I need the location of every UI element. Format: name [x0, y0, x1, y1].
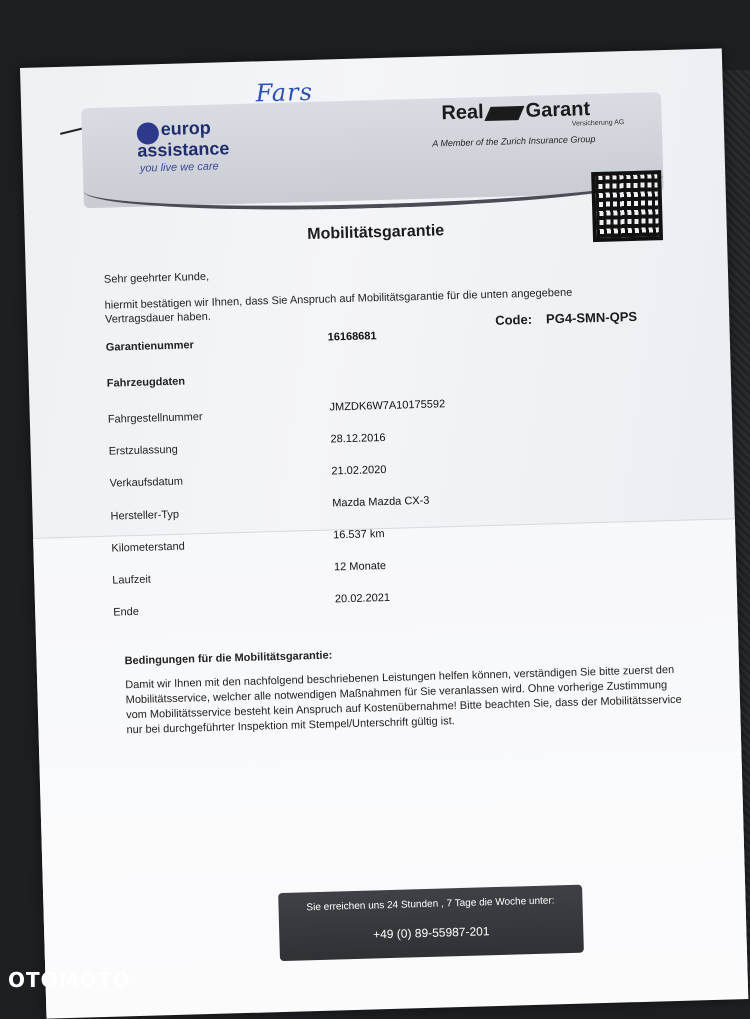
logo-member-line: A Member of the Zurich Insurance Group — [432, 133, 596, 149]
intro-line-1: hiermit bestätigen wir Ihnen, dass Sie Anspruch auf Mobilitätsgarantie für die unten angegebene — [104, 286, 573, 312]
vehicle-heading: Fahrzeugdaten — [106, 375, 186, 390]
contact-line: Sie erreichen uns 24 Stunden , 7 Tage die Woche unter: — [306, 895, 555, 914]
contact-box — [278, 885, 584, 961]
document-title: Mobilitätsgarantie — [307, 222, 445, 244]
field-label: Hersteller-Typ — [110, 508, 180, 523]
logo-name-left: Real — [441, 101, 484, 125]
field-label: Kilometerstand — [111, 540, 185, 555]
field-value: 28.12.2016 — [330, 431, 386, 446]
field-value: JMZDK6W7A10175592 — [329, 398, 446, 414]
conditions-heading: Bedingungen für die Mobilitätsgarantie: — [124, 649, 333, 668]
field-label: Erstzulassung — [108, 443, 178, 458]
logo-subtitle: Versicherung AG — [571, 119, 625, 128]
logo-line1: europ — [160, 117, 212, 140]
field-value: 20.02.2021 — [334, 591, 391, 606]
field-value: 21.02.2020 — [331, 463, 387, 478]
field-label: Laufzeit — [112, 573, 152, 587]
code-label: Code: — [495, 311, 533, 328]
otomoto-watermark: OTOMOTO — [8, 968, 131, 992]
field-value: 16.537 km — [333, 528, 385, 542]
salutation: Sehr geehrter Kunde, — [103, 270, 210, 286]
logo-name-right: Garant — [525, 98, 591, 122]
field-value: 12 Monate — [333, 559, 387, 574]
code-display — [495, 309, 637, 328]
contact-phone[interactable]: +49 (0) 89-55987-201 — [372, 924, 490, 942]
guarantee-value: 16168681 — [327, 330, 377, 344]
logo-tagline: you live we care — [139, 160, 219, 175]
warranty-document — [20, 48, 748, 1017]
logo-line2: assistance — [137, 138, 230, 161]
code-value: PG4-SMN-QPS — [545, 308, 638, 327]
field-label: Verkaufsdatum — [109, 475, 184, 490]
field-value: Mazda Mazda CX-3 — [332, 494, 430, 510]
guarantee-label: Garantienummer — [105, 339, 195, 354]
conditions-text: Damit wir Ihnen mit den nachfolgend beschriebenen Leistungen helfen können, verständigen Sie bitte zuerst den Mobilitätsservice, welcher alle notwendigen Maßnahmen für Sie veranlassen wird. Ohne vorherige Zustimmung vom Mobilitätsservice besteht kein Anspruch auf Kostenübernahme! Bitte beachten Sie, dass der Mobilitätsservice nur bei durchgeführter Inspektion mit Stempel/Unterschrift gültig ist. — [125, 663, 682, 737]
intro-line-2: Vertragsdauer haben. — [104, 310, 212, 326]
field-label: Ende — [113, 605, 140, 619]
handwritten-note: Fars — [255, 77, 314, 108]
real-garant-logo — [432, 96, 652, 149]
real-garant-icon — [485, 106, 525, 121]
field-label: Fahrgestellnummer — [107, 411, 203, 426]
